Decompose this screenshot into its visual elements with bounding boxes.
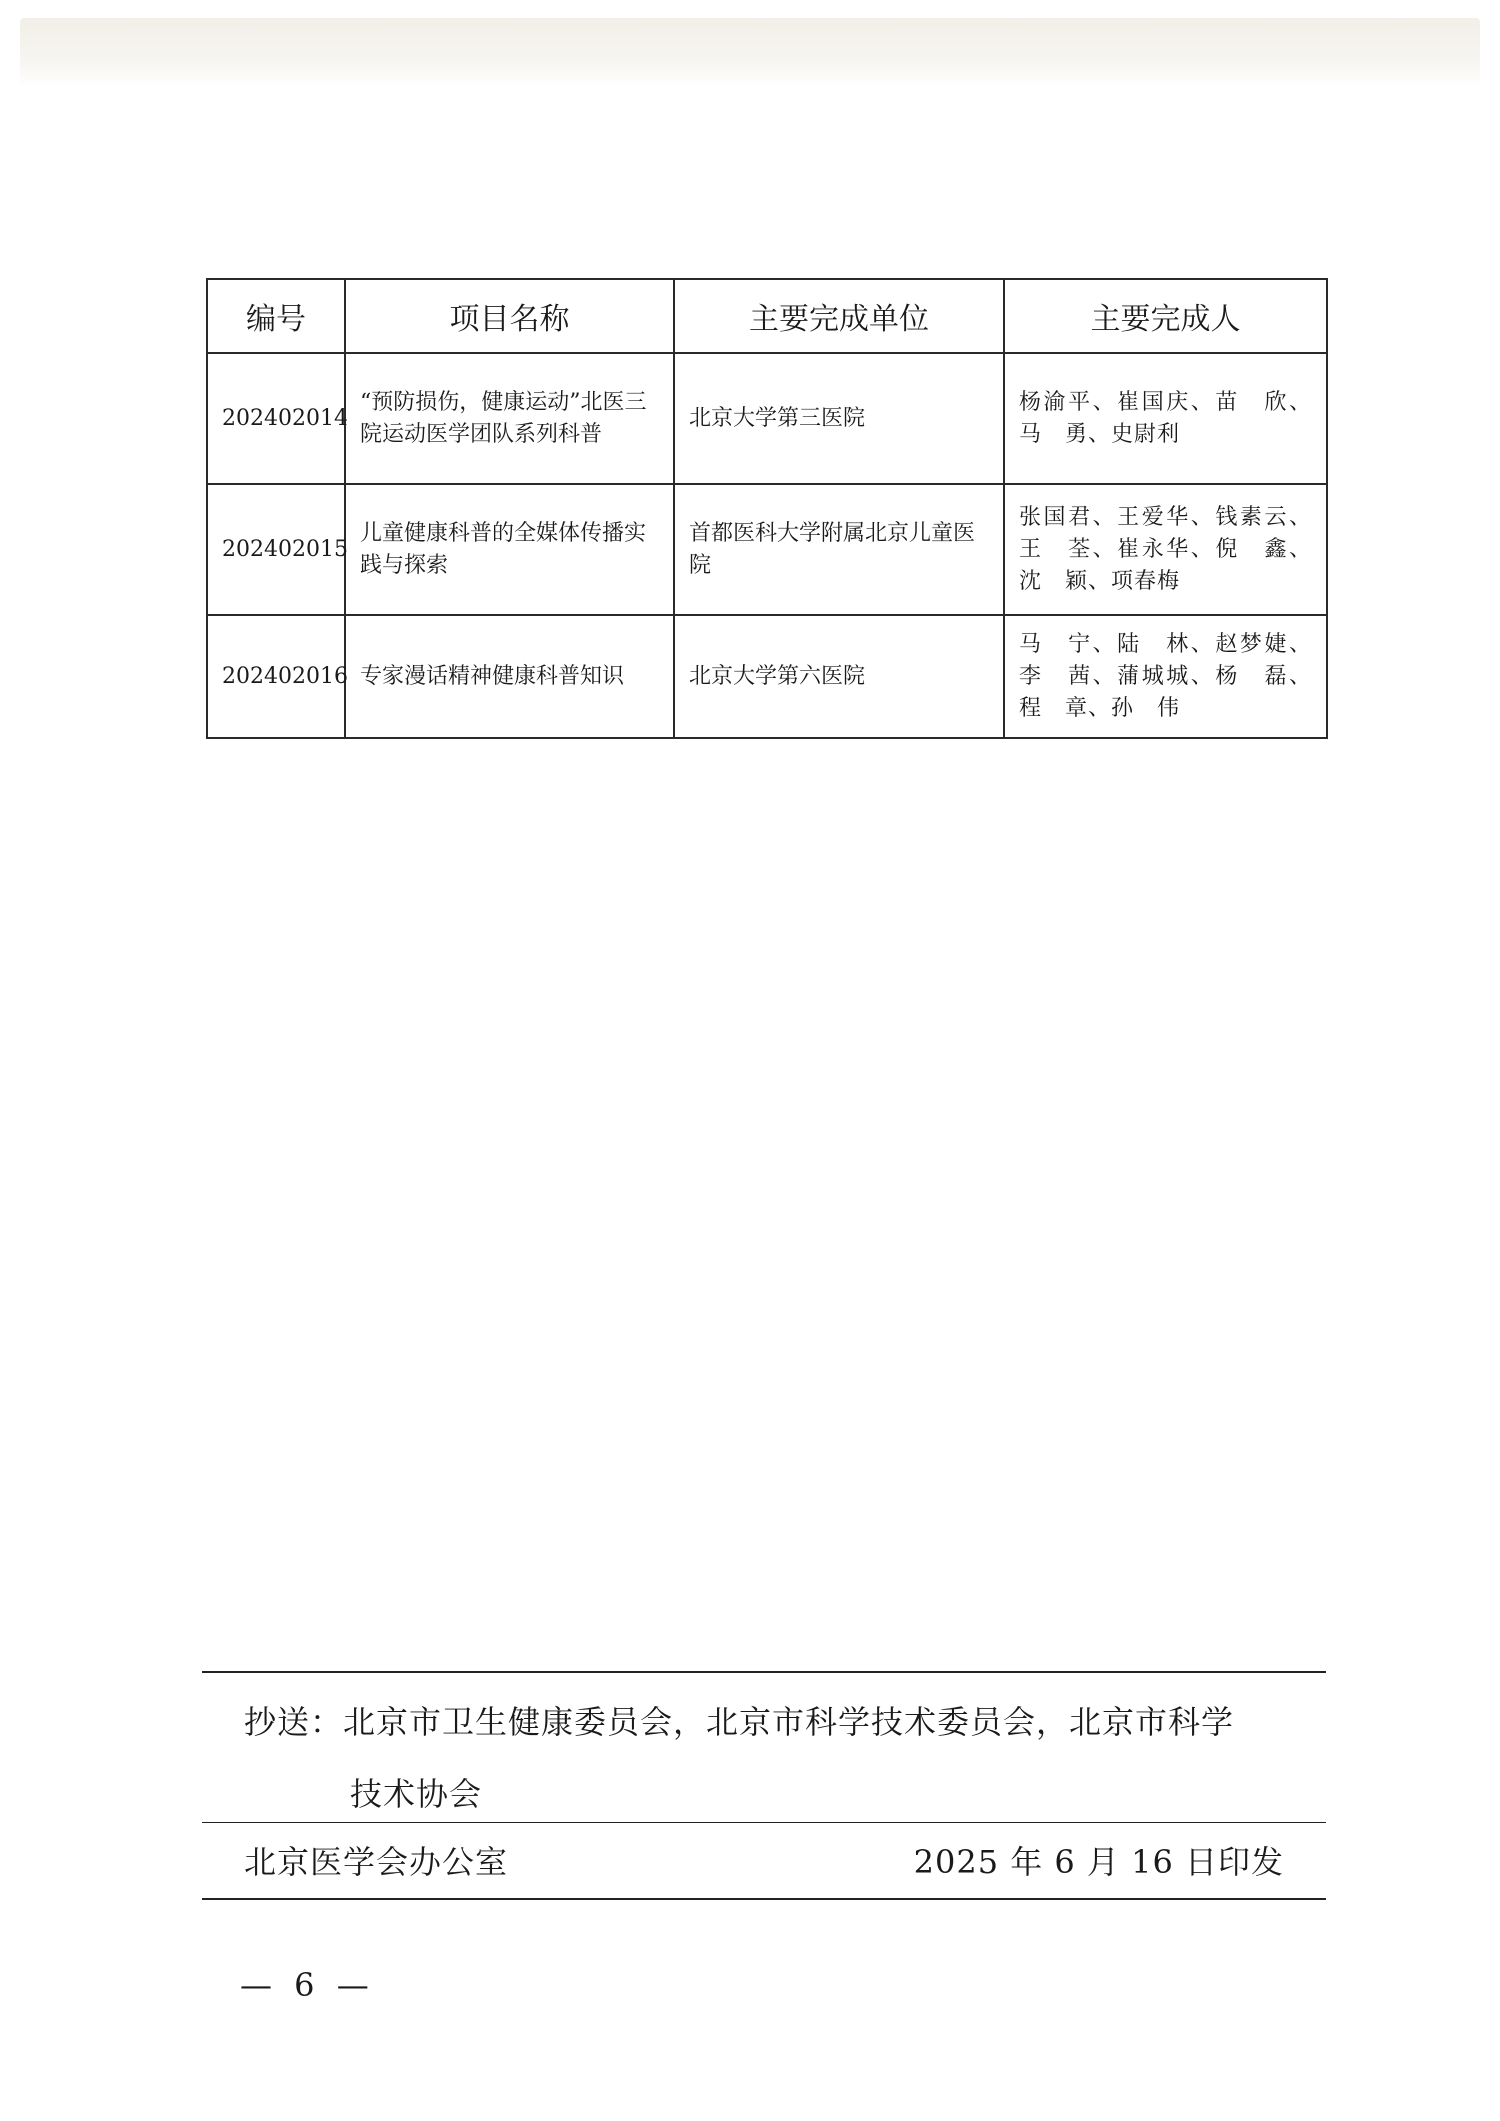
header-people: 主要完成人 — [1004, 279, 1327, 353]
row-unit: 北京大学第三医院 — [674, 353, 1004, 484]
header-number: 编号 — [207, 279, 345, 353]
table-row — [207, 484, 1327, 615]
row-people: 杨渝平、崔国庆、苗 欣、马 勇、史尉利 — [1004, 353, 1327, 484]
header-unit: 主要完成单位 — [674, 279, 1004, 353]
issuer: 北京医学会办公室 — [244, 1843, 509, 1881]
scan-top-shadow — [20, 18, 1480, 88]
awards-table — [206, 278, 1328, 739]
row-number: 202402014 — [207, 353, 345, 484]
row-project: 儿童健康科普的全媒体传播实践与探索 — [345, 484, 674, 615]
row-project: 专家漫话精神健康科普知识 — [345, 615, 674, 738]
cc-line-2: 技术协会 — [350, 1775, 483, 1813]
table-header-row — [207, 279, 1327, 353]
footer-rule-bottom — [202, 1898, 1326, 1900]
cc-recipients — [244, 1686, 1304, 1830]
row-number: 202402016 — [207, 615, 345, 738]
header-project: 项目名称 — [345, 279, 674, 353]
row-number: 202402015 — [207, 484, 345, 615]
table-row — [207, 615, 1327, 738]
row-unit: 北京大学第六医院 — [674, 615, 1004, 738]
row-people: 张国君、王爱华、钱素云、王 荃、崔永华、倪 鑫、沈 颖、项春梅 — [1004, 484, 1327, 615]
page-number: — 6 — — [240, 1966, 375, 2004]
table-row — [207, 353, 1327, 484]
issue-date: 2025 年 6 月 16 日印发 — [913, 1843, 1284, 1881]
cc-line-1: 抄送：北京市卫生健康委员会，北京市科学技术委员会，北京市科学 — [244, 1703, 1235, 1741]
row-people: 马 宁、陆 林、赵梦婕、李 茜、蒲城城、杨 磊、程 章、孙 伟 — [1004, 615, 1327, 738]
footer-rule-middle — [202, 1822, 1326, 1823]
row-unit: 首都医科大学附属北京儿童医院 — [674, 484, 1004, 615]
row-project: “预防损伤，健康运动”北医三院运动医学团队系列科普 — [345, 353, 674, 484]
footer-rule-top — [202, 1671, 1326, 1673]
